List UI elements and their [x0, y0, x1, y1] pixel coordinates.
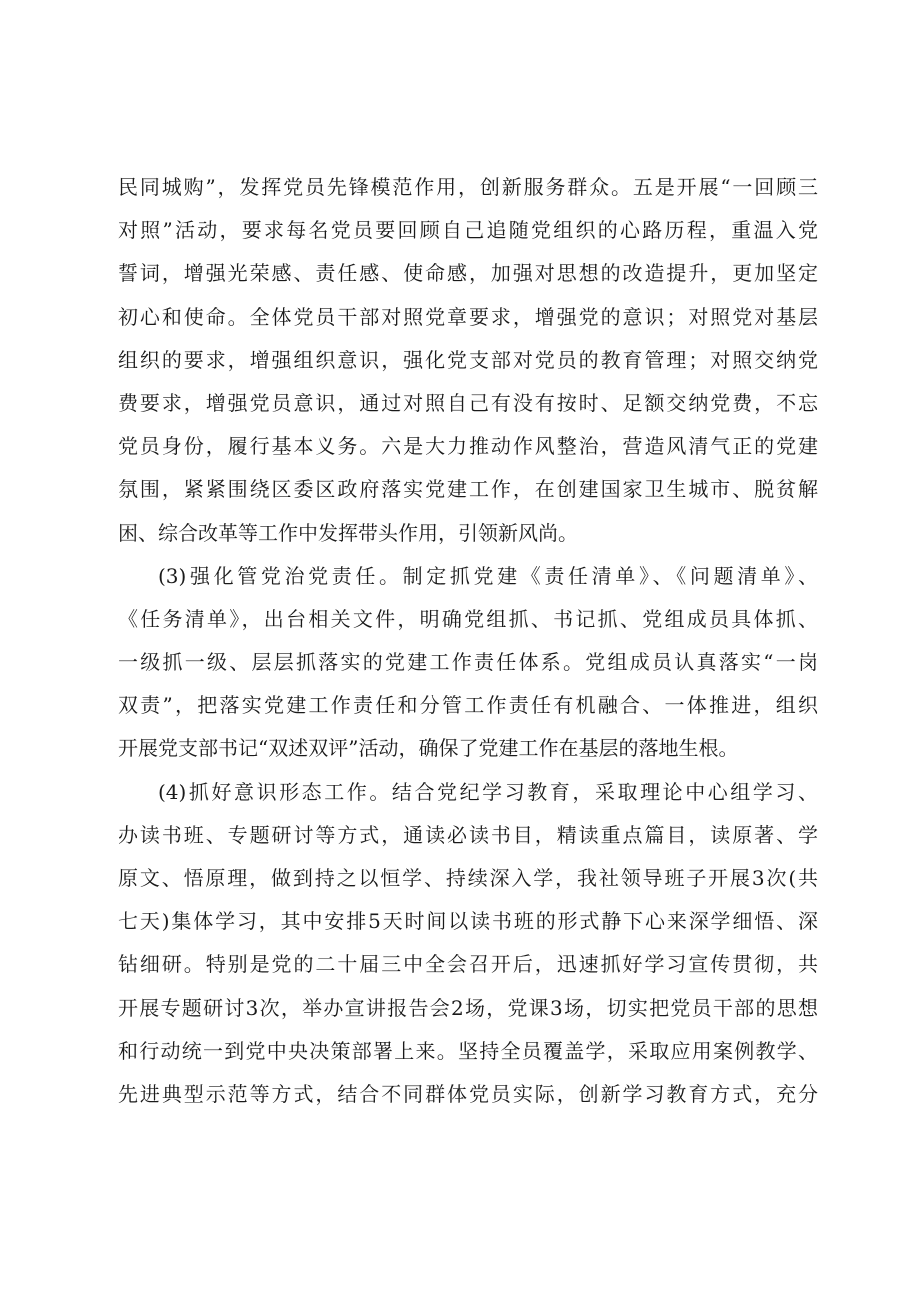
paragraph-2: [118, 555, 818, 771]
text-line: 一级抓一级、层层抓落实的党建工作责任体系。党组成员认真落实“一岗: [118, 650, 818, 675]
text-line: (4)抓好意识形态工作。结合党纪学习教育，采取理论中心组学习、: [158, 779, 818, 804]
text-line: (3)强化管党治党责任。制定抓党建《责任清单》、《问题清单》、: [158, 563, 818, 588]
text-line: 先进典型示范等方式，结合不同群体党员实际，创新学习教育方式，充分: [118, 1081, 818, 1106]
text-line: 办读书班、专题研讨等方式，通读必读书目，精读重点篇目，读原著、学: [118, 822, 818, 847]
text-line: 组织的要求，增强组织意识，强化党支部对党员的教育管理；对照交纳党: [118, 347, 818, 372]
text-line: 双责”，把落实党建工作责任和分管工作责任有机融合、一体推进，组织: [118, 693, 818, 718]
text-line: 初心和使命。全体党员干部对照党章要求，增强党的意识；对照党对基层: [118, 304, 818, 329]
text-line: 开展专题研讨3次，举办宣讲报告会2场，党课3场，切实把党员干部的思想: [118, 995, 818, 1020]
text-line: 氛围，紧紧围绕区委区政府落实党建工作，在创建国家卫生城市、脱贫解: [118, 477, 818, 502]
paragraph-3: [118, 771, 818, 1117]
text-line: 党员身份，履行基本义务。六是大力推动作风整治，营造风清气正的党建: [118, 434, 818, 459]
text-line: 对照”活动，要求每名党员要回顾自己追随党组织的心路历程，重温入党: [118, 218, 818, 243]
document-body: [118, 166, 818, 1116]
text-line: 原文、悟原理，做到持之以恒学、持续深入学，我社领导班子开展3次(共: [118, 866, 818, 890]
text-line: 困、综合改革等工作中发挥带头作用，引领新风尚。: [118, 520, 578, 545]
text-line: 誓词，增强光荣感、责任感、使命感，加强对思想的改造提升，更加坚定: [118, 261, 818, 286]
text-line: 开展党支部书记“双述双评”活动，确保了党建工作在基层的落地生根。: [118, 736, 739, 761]
text-line: 民同城购”，发挥党员先锋模范作用，创新服务群众。五是开展“一回顾三: [118, 175, 818, 199]
text-line: 《任务清单》，出台相关文件，明确党组抓、书记抓、党组成员具体抓、: [118, 606, 818, 631]
text-line: 钻细研。特别是党的二十届三中全会召开后，迅速抓好学习宣传贯彻，共: [118, 952, 818, 977]
text-line: 费要求，增强党员意识，通过对照自己有没有按时、足额交纳党费，不忘: [118, 390, 818, 415]
text-line: 七天)集体学习，其中安排5天时间以读书班的形式静下心来深学细悟、深: [118, 909, 818, 934]
text-line: 和行动统一到党中央决策部署上来。坚持全员覆盖学，采取应用案例教学、: [118, 1038, 818, 1063]
paragraph-1: [118, 166, 818, 555]
